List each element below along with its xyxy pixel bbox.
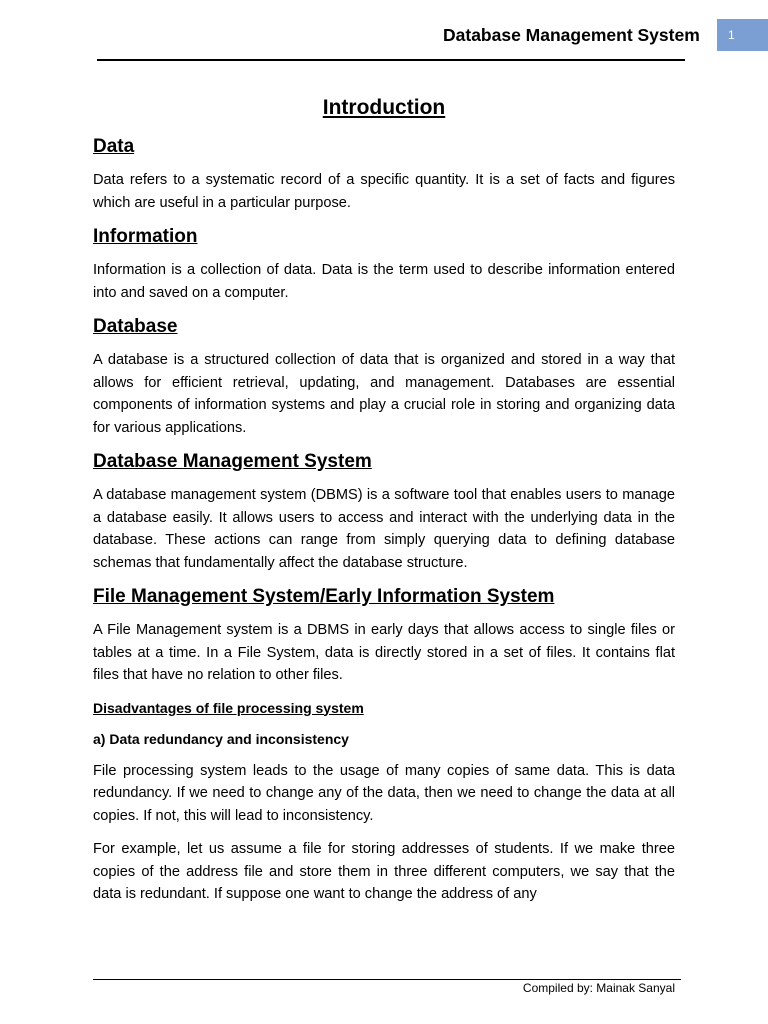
paragraph-database: A database is a structured collection of data that is organized and stored in a way that allows for efficient retrieval, updating, and management. Databases are essential components of information systems and play a crucial role in storing and organizing data for various applications. [93, 352, 675, 436]
section-heading-data: Data [93, 136, 135, 157]
paragraph-information: Information is a collection of data. Data is the term used to describe information entered into and saved on a computer. [93, 262, 675, 301]
paragraph-file-management: A File Management system is a DBMS in early days that allows access to single files or tables at a time. In a File System, data is directly stored in a set of files. It contains flat files that have no relation to other files. [93, 622, 675, 683]
subheading-data-redundancy: a) Data redundancy and inconsistency [93, 730, 349, 747]
section-heading-file-management: File Management System/Early Information System [93, 586, 555, 607]
footer-divider [93, 979, 681, 980]
paragraph-redundancy-example: For example, let us assume a file for storing addresses of students. If we make three copies of the address file and store them in three different computers, we say that the data is redundant. If suppose one want to change the address of any [93, 841, 675, 902]
disadvantages-heading: Disadvantages of file processing system [93, 699, 364, 716]
section-heading-dbms: Database Management System [93, 451, 372, 472]
running-header-title: Database Management System [443, 25, 700, 45]
header-divider [97, 59, 685, 61]
paragraph-redundancy: File processing system leads to the usage of many copies of same data. This is data redundancy. If we need to change any of the data, then we need to change the data at all copies. If not, this will lead to inconsistency. [93, 762, 675, 824]
paragraph-dbms: A database management system (DBMS) is a software tool that enables users to manage a database easily. It allows users to access and interact with the underlying data in the database. These actions can range from simply querying data to defining database schemas that fundamentally affect the database structure. [93, 487, 675, 571]
paragraph-data: Data refers to a systematic record of a specific quantity. It is a set of facts and figures which are useful in a particular purpose. [93, 172, 675, 211]
section-heading-database: Database [93, 316, 178, 337]
page-body [93, 95, 675, 917]
page-number-badge: 1 [717, 19, 768, 51]
section-heading-information: Information [93, 226, 198, 247]
footer-credit: Compiled by: Mainak Sanyal [522, 981, 675, 995]
document-title: Introduction [322, 96, 446, 119]
